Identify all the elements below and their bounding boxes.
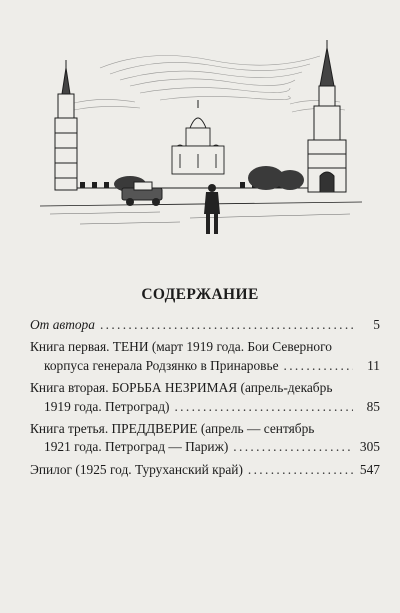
toc-entry-title: Книга вторая. БОРЬБА НЕЗРИМАЯ (апрель-декабрь xyxy=(30,380,333,396)
moscow-kremlin-illustration xyxy=(40,38,362,243)
toc-entry-title: От автора xyxy=(30,317,95,332)
toc-entry-title: Книга третья. ПРЕДДВЕРИЕ (апрель — сентябрь xyxy=(30,421,315,437)
toc-page-number: 547 xyxy=(359,461,380,477)
toc-page-number: 305 xyxy=(359,439,380,455)
toc-entry-epilogue xyxy=(30,461,380,479)
dot-leader xyxy=(100,316,353,334)
toc-entry-title: Эпилог (1925 год. Туруханский край) xyxy=(30,461,243,477)
toc-page-number: 85 xyxy=(366,398,380,414)
toc-entry-book-two xyxy=(30,379,380,416)
dot-leader xyxy=(233,438,353,456)
toc-page-number: 11 xyxy=(367,357,380,373)
page-title: СОДЕРЖАНИЕ xyxy=(141,286,259,303)
toc-entry-title-continued: 1921 года. Петроград — Париж) xyxy=(44,439,229,455)
dot-leader xyxy=(174,398,353,416)
toc-entry-book-three xyxy=(30,420,380,457)
toc-entry-title-continued: корпуса генерала Родзянко в Принаровье xyxy=(44,357,279,373)
toc-entry-title: Книга первая. ТЕНИ (март 1919 года. Бои Северного xyxy=(30,339,332,355)
toc-entry-title-continued: 1919 года. Петроград) xyxy=(44,398,170,414)
toc-entry-book-one xyxy=(30,338,380,375)
toc-page-number: 5 xyxy=(373,317,380,332)
table-of-contents xyxy=(30,316,380,483)
dot-leader xyxy=(248,461,353,479)
dot-leader xyxy=(284,357,353,375)
toc-entry-author-note xyxy=(30,316,380,334)
